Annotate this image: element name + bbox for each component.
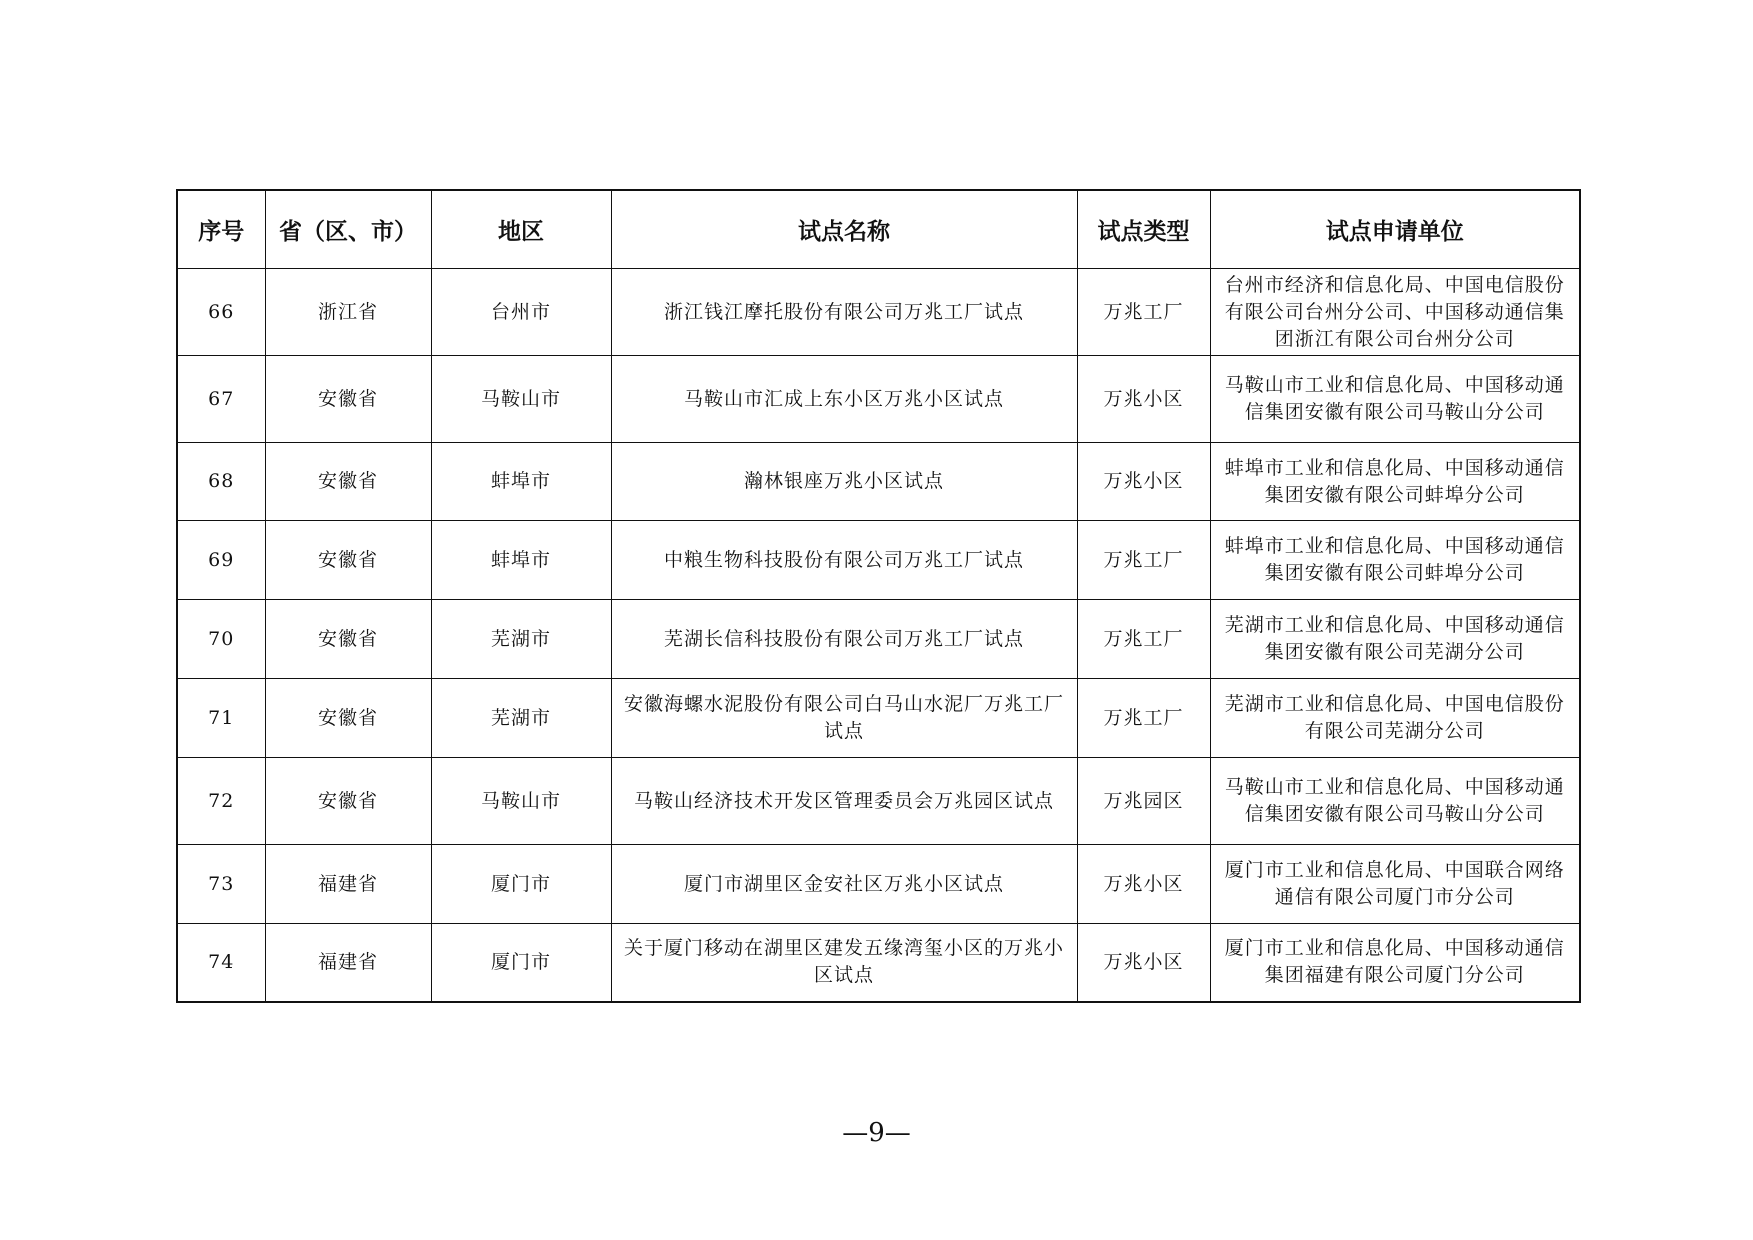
- col-header-serial: 序号: [177, 190, 265, 269]
- applicant-cell: 厦门市工业和信息化局、中国移动通信集团福建有限公司厦门分公司: [1210, 924, 1580, 1002]
- col-header-applicant: 试点申请单位: [1210, 190, 1580, 269]
- pilot-name-cell: 芜湖长信科技股份有限公司万兆工厂试点: [611, 600, 1077, 679]
- col-header-province: 省（区、市）: [265, 190, 431, 269]
- col-header-pilot-name: 试点名称: [611, 190, 1077, 269]
- province-cell: 福建省: [265, 924, 431, 1002]
- table-row: [177, 356, 1580, 443]
- pilot-type-cell: 万兆工厂: [1077, 521, 1210, 600]
- table-row: [177, 269, 1580, 356]
- city-cell: 马鞍山市: [431, 356, 611, 443]
- pilot-type-cell: 万兆小区: [1077, 443, 1210, 521]
- col-header-region: 地区: [431, 190, 611, 269]
- city-cell: 马鞍山市: [431, 758, 611, 845]
- city-cell: 芜湖市: [431, 679, 611, 758]
- pilot-type-cell: 万兆工厂: [1077, 600, 1210, 679]
- applicant-cell: 台州市经济和信息化局、中国电信股份有限公司台州分公司、中国移动通信集团浙江有限公司台州分公司: [1210, 269, 1580, 356]
- province-cell: 安徽省: [265, 679, 431, 758]
- city-cell: 厦门市: [431, 845, 611, 924]
- pilot-type-cell: 万兆小区: [1077, 356, 1210, 443]
- applicant-cell: 蚌埠市工业和信息化局、中国移动通信集团安徽有限公司蚌埠分公司: [1210, 443, 1580, 521]
- applicant-cell: 厦门市工业和信息化局、中国联合网络通信有限公司厦门市分公司: [1210, 845, 1580, 924]
- page-number: —9—: [842, 1118, 911, 1148]
- pilot-type-cell: 万兆园区: [1077, 758, 1210, 845]
- serial-cell: 68: [177, 443, 265, 521]
- col-header-pilot-type: 试点类型: [1077, 190, 1210, 269]
- table-row: [177, 600, 1580, 679]
- serial-cell: 74: [177, 924, 265, 1002]
- province-cell: 安徽省: [265, 356, 431, 443]
- table-row: [177, 758, 1580, 845]
- pilot-name-cell: 马鞍山市汇成上东小区万兆小区试点: [611, 356, 1077, 443]
- applicant-cell: 马鞍山市工业和信息化局、中国移动通信集团安徽有限公司马鞍山分公司: [1210, 356, 1580, 443]
- applicant-cell: 芜湖市工业和信息化局、中国移动通信集团安徽有限公司芜湖分公司: [1210, 600, 1580, 679]
- applicant-cell: 芜湖市工业和信息化局、中国电信股份有限公司芜湖分公司: [1210, 679, 1580, 758]
- serial-cell: 67: [177, 356, 265, 443]
- pilot-name-cell: 瀚林银座万兆小区试点: [611, 443, 1077, 521]
- city-cell: 台州市: [431, 269, 611, 356]
- serial-cell: 70: [177, 600, 265, 679]
- table-row: [177, 521, 1580, 600]
- header-row: [177, 190, 1580, 269]
- pilot-type-cell: 万兆小区: [1077, 845, 1210, 924]
- table-row: [177, 845, 1580, 924]
- city-cell: 厦门市: [431, 924, 611, 1002]
- table-row: [177, 679, 1580, 758]
- serial-cell: 66: [177, 269, 265, 356]
- serial-cell: 72: [177, 758, 265, 845]
- pilot-name-cell: 马鞍山经济技术开发区管理委员会万兆园区试点: [611, 758, 1077, 845]
- province-cell: 安徽省: [265, 600, 431, 679]
- pilot-name-cell: 浙江钱江摩托股份有限公司万兆工厂试点: [611, 269, 1077, 356]
- table-row: [177, 443, 1580, 521]
- pilot-table: [176, 189, 1581, 1003]
- pilot-type-cell: 万兆工厂: [1077, 269, 1210, 356]
- city-cell: 蚌埠市: [431, 521, 611, 600]
- serial-cell: 73: [177, 845, 265, 924]
- table-body: [177, 269, 1580, 1002]
- pilot-type-cell: 万兆工厂: [1077, 679, 1210, 758]
- table-row: [177, 924, 1580, 1002]
- province-cell: 安徽省: [265, 521, 431, 600]
- serial-cell: 69: [177, 521, 265, 600]
- pilot-type-cell: 万兆小区: [1077, 924, 1210, 1002]
- pilot-name-cell: 中粮生物科技股份有限公司万兆工厂试点: [611, 521, 1077, 600]
- city-cell: 蚌埠市: [431, 443, 611, 521]
- province-cell: 福建省: [265, 845, 431, 924]
- applicant-cell: 马鞍山市工业和信息化局、中国移动通信集团安徽有限公司马鞍山分公司: [1210, 758, 1580, 845]
- pilot-name-cell: 厦门市湖里区金安社区万兆小区试点: [611, 845, 1077, 924]
- province-cell: 浙江省: [265, 269, 431, 356]
- applicant-cell: 蚌埠市工业和信息化局、中国移动通信集团安徽有限公司蚌埠分公司: [1210, 521, 1580, 600]
- province-cell: 安徽省: [265, 758, 431, 845]
- pilot-name-cell: 关于厦门移动在湖里区建发五缘湾玺小区的万兆小区试点: [611, 924, 1077, 1002]
- pilot-name-cell: 安徽海螺水泥股份有限公司白马山水泥厂万兆工厂试点: [611, 679, 1077, 758]
- city-cell: 芜湖市: [431, 600, 611, 679]
- serial-cell: 71: [177, 679, 265, 758]
- province-cell: 安徽省: [265, 443, 431, 521]
